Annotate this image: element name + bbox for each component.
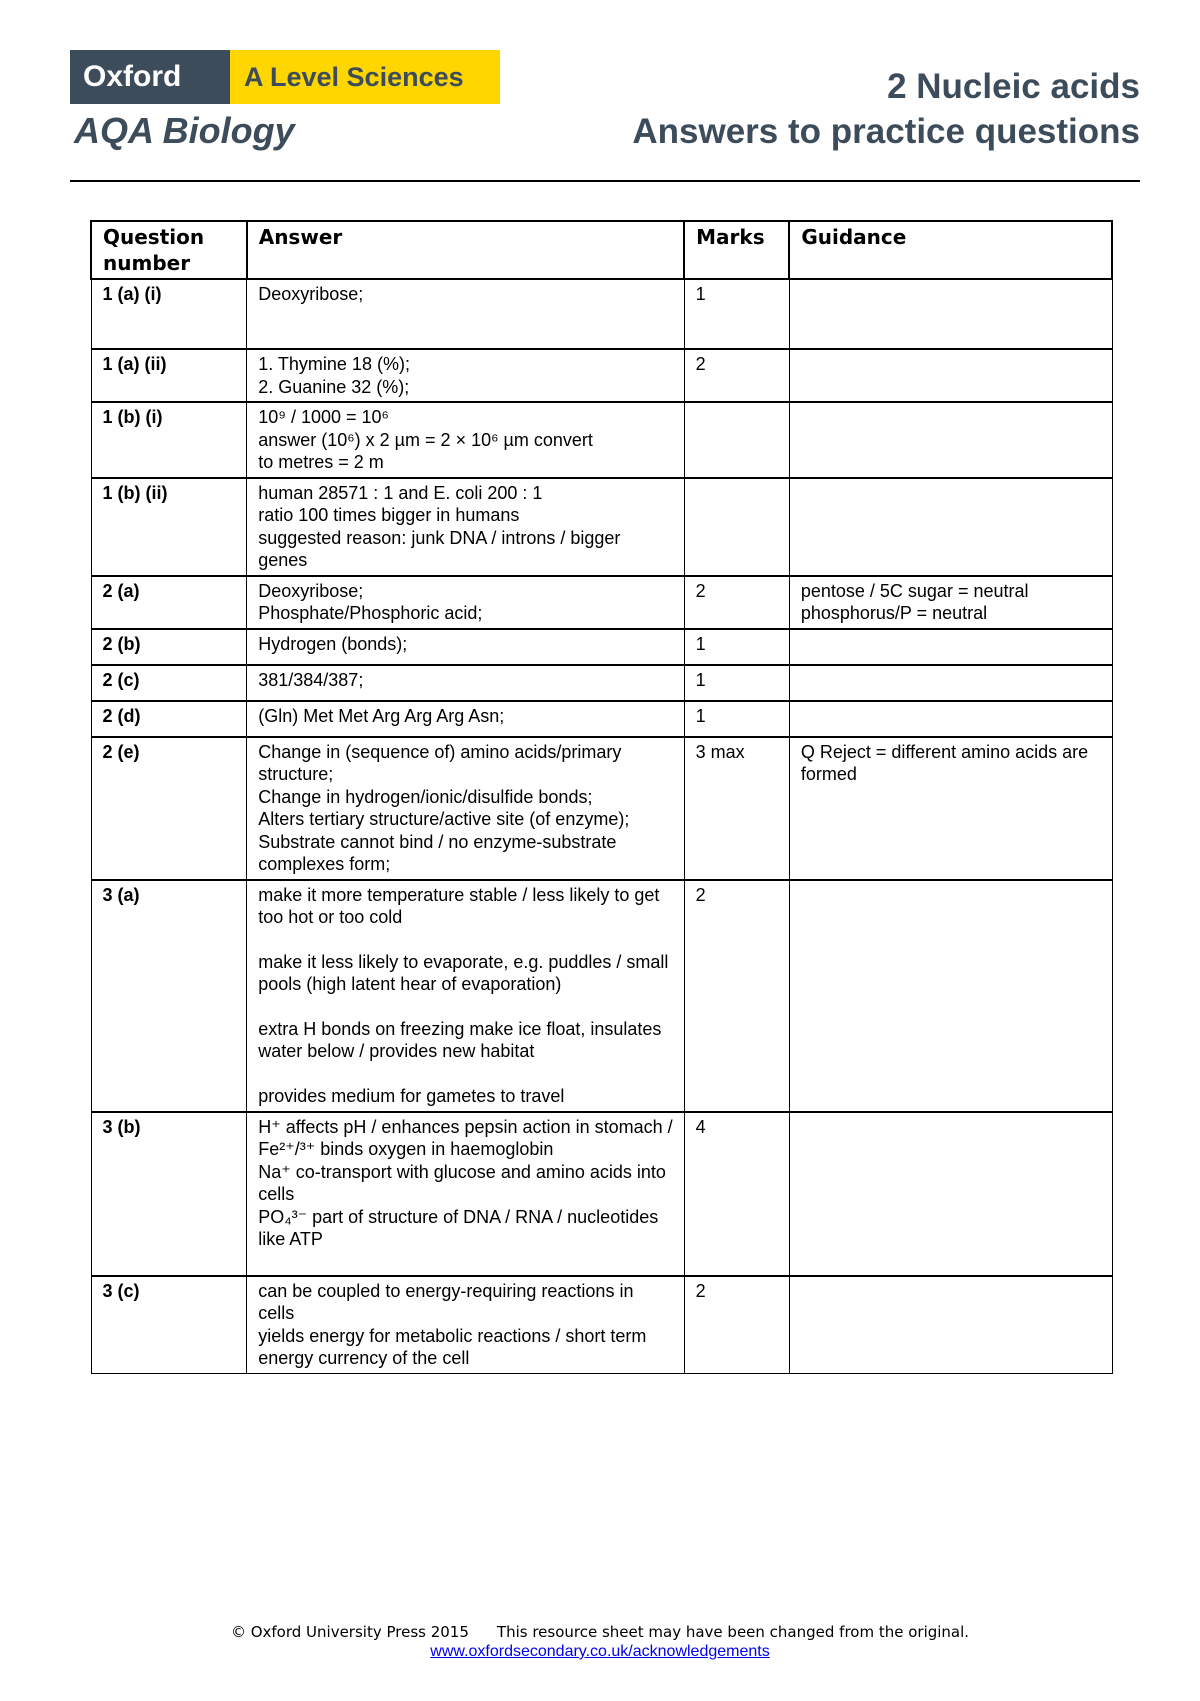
answer-cell (247, 880, 684, 1112)
answer-cell (247, 402, 684, 478)
answer-line: make it more temperature stable / less likely to get too hot or too cold (258, 884, 660, 927)
question-number-cell: 1 (a) (ii) (91, 349, 247, 402)
marks-cell: 1 (684, 629, 789, 665)
answers-table (90, 220, 1113, 1374)
question-number-cell: 2 (c) (91, 665, 247, 701)
marks-cell: 2 (684, 576, 789, 629)
answer-cell (247, 576, 684, 629)
guidance-cell (789, 576, 1112, 629)
table-row (91, 349, 1112, 402)
oxford-logo (70, 50, 500, 104)
answer-line: 381/384/387; (258, 669, 364, 690)
answer-cell (247, 1276, 684, 1374)
title-block (632, 64, 1140, 154)
guidance-cell (789, 1276, 1112, 1374)
table-row (91, 665, 1112, 701)
answer-line: Phosphate/Phosphoric acid; (258, 603, 483, 623)
marks-cell: 1 (684, 701, 789, 737)
answer-line: Na⁺ co-transport with glucose and amino acids into cells (258, 1161, 666, 1204)
table-body (91, 279, 1112, 1373)
answer-cell (247, 349, 684, 402)
question-number-cell: 2 (b) (91, 629, 247, 665)
answer-line: (Gln) Met Met Arg Arg Arg Asn; (258, 705, 505, 726)
table-row (91, 1276, 1112, 1374)
page-footer (0, 1623, 1200, 1661)
footer-copyright: © Oxford University Press 2015 (230, 1623, 469, 1641)
marks-cell: 2 (684, 349, 789, 402)
guidance-cell (789, 279, 1112, 349)
marks-cell: 2 (684, 1276, 789, 1374)
table-row (91, 576, 1112, 629)
header-guidance: Guidance (789, 221, 1112, 279)
answer-cell (247, 665, 684, 701)
answer-line: 10⁹ / 1000 = 10⁶ (258, 407, 389, 427)
header-divider (70, 180, 1140, 182)
marks-cell: 3 max (684, 737, 789, 880)
table-row (91, 629, 1112, 665)
answer-line: PO₄³⁻ part of structure of DNA / RNA / nucleotides like ATP (258, 1206, 659, 1249)
answer-line (258, 996, 672, 1018)
answer-line: answer (10⁶) x 2 µm = 2 × 10⁶ µm convert (258, 429, 593, 450)
answer-cell (247, 478, 684, 576)
table-row (91, 402, 1112, 478)
answer-line (258, 929, 672, 951)
question-number-cell: 2 (e) (91, 737, 247, 880)
question-number-cell: 3 (c) (91, 1276, 247, 1374)
header-answer: Answer (247, 221, 684, 279)
page-subtitle: Answers to practice questions (632, 112, 1140, 151)
question-number-cell: 3 (a) (91, 880, 247, 1112)
subject-title: AQA Biology (74, 110, 295, 151)
answer-line: Deoxyribose; (258, 284, 364, 304)
question-number-cell: 1 (a) (i) (91, 279, 247, 349)
guidance-cell (789, 629, 1112, 665)
acknowledgements-link[interactable]: www.oxfordsecondary.co.uk/acknowledgements (430, 1643, 770, 1660)
answer-line: human 28571 : 1 and E. coli 200 : 1 (258, 482, 543, 503)
answer-line: make it less likely to evaporate, e.g. puddles / small pools (high latent hear of evaporation) (258, 951, 669, 994)
answer-line (258, 1063, 672, 1085)
marks-cell: 1 (684, 665, 789, 701)
answer-line: Alters tertiary structure/active site (of enzyme); (258, 809, 630, 829)
table-header-row (91, 221, 1112, 279)
guidance-cell (789, 349, 1112, 402)
guidance-cell (789, 665, 1112, 701)
answer-cell (247, 1112, 684, 1276)
table-row (91, 279, 1112, 349)
question-number-cell: 1 (b) (i) (91, 402, 247, 478)
guidance-line: Q Reject = different amino acids are formed (800, 741, 1089, 784)
table-row (91, 701, 1112, 737)
question-number-cell: 2 (a) (91, 576, 247, 629)
guidance-cell (789, 737, 1112, 880)
question-number-cell: 1 (b) (ii) (91, 478, 247, 576)
answer-line: Deoxyribose; (258, 580, 364, 601)
table-row (91, 737, 1112, 880)
answer-line: suggested reason: junk DNA / introns / bigger genes (258, 527, 621, 570)
answer-line: Fe²⁺/³⁺ binds oxygen in haemoglobin (258, 1139, 554, 1159)
answer-line: yields energy for metabolic reactions / short term energy currency of the cell (258, 1325, 647, 1368)
guidance-cell (789, 880, 1112, 1112)
answer-cell (247, 629, 684, 665)
marks-cell (684, 402, 789, 478)
table-row (91, 478, 1112, 576)
answer-line: ratio 100 times bigger in humans (258, 505, 520, 525)
answer-line: Hydrogen (bonds); (258, 633, 408, 654)
guidance-cell (789, 402, 1112, 478)
marks-cell (684, 478, 789, 576)
question-number-cell: 2 (d) (91, 701, 247, 737)
marks-cell: 4 (684, 1112, 789, 1276)
guidance-line: pentose / 5C sugar = neutral (800, 580, 1029, 601)
guidance-cell (789, 478, 1112, 576)
logo-oxford-text: Oxford (70, 50, 230, 104)
answer-line: Change in (sequence of) amino acids/primary structure; (258, 741, 622, 784)
answer-line: provides medium for gametes to travel (258, 1085, 565, 1106)
header-marks: Marks (684, 221, 789, 279)
answer-cell (247, 279, 684, 349)
answer-cell (247, 737, 684, 880)
marks-cell: 1 (684, 279, 789, 349)
answer-line: Substrate cannot bind / no enzyme-substrate complexes form; (258, 831, 617, 874)
answer-line: 2. Guanine 32 (%); (258, 376, 410, 397)
answer-line: can be coupled to energy-requiring reactions in cells (258, 1280, 634, 1323)
answer-line: H⁺ affects pH / enhances pepsin action in stomach / (258, 1116, 673, 1137)
chapter-title: 2 Nucleic acids (887, 67, 1140, 106)
guidance-line: phosphorus/P = neutral (800, 603, 988, 623)
answer-line: extra H bonds on freezing make ice float, insulates water below / provides new habitat (258, 1018, 662, 1061)
answer-line: Change in hydrogen/ionic/disulfide bonds; (258, 786, 593, 807)
table-row (91, 1112, 1112, 1276)
table-row (91, 880, 1112, 1112)
header-question-number: Question number (91, 221, 247, 279)
guidance-cell (789, 701, 1112, 737)
answer-line: to metres = 2 m (258, 452, 384, 472)
guidance-cell (789, 1112, 1112, 1276)
marks-cell: 2 (684, 880, 789, 1112)
logo-alevel-text: A Level Sciences (230, 50, 500, 104)
question-number-cell: 3 (b) (91, 1112, 247, 1276)
answer-cell (247, 701, 684, 737)
footer-notice: This resource sheet may have been changed from the original. (496, 1623, 970, 1641)
answer-line: 1. Thymine 18 (%); (258, 354, 410, 374)
